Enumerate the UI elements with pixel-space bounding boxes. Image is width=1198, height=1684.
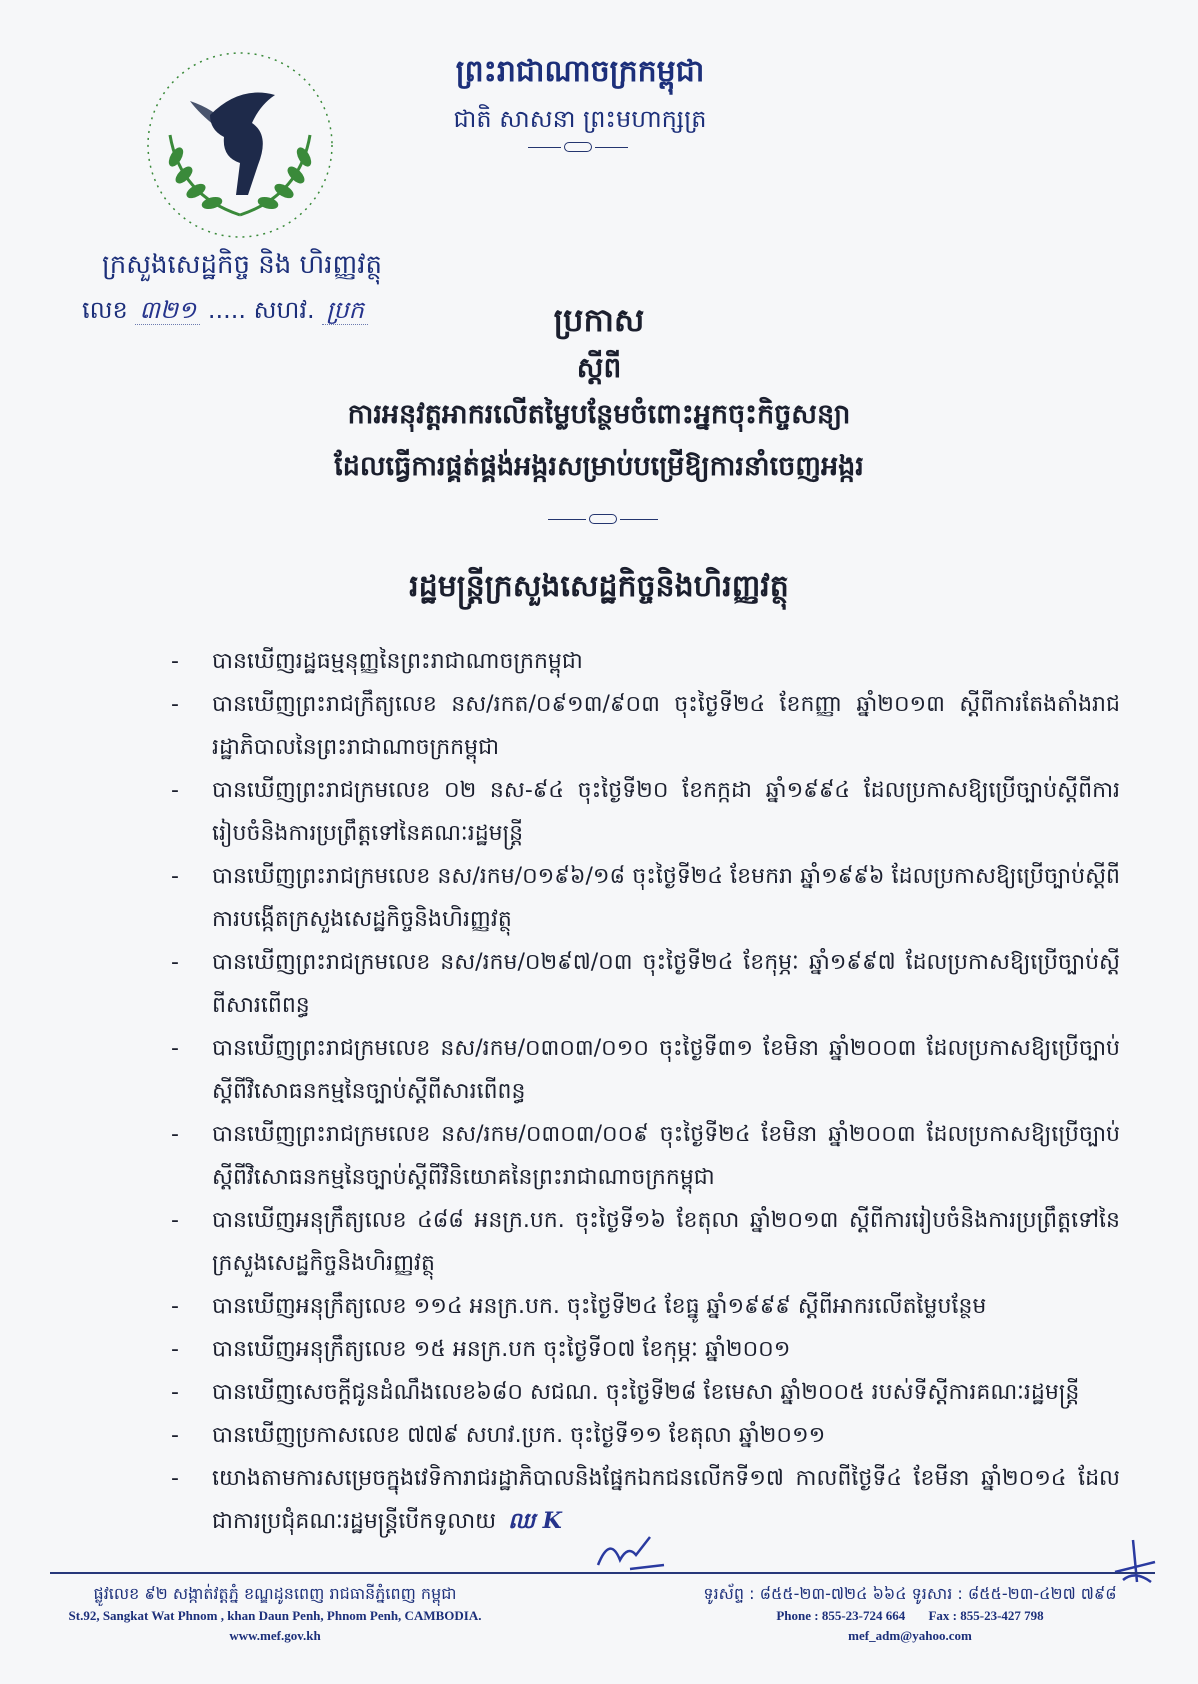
ref-suffix: ប្រក xyxy=(322,296,368,325)
ref-label: លេខ xyxy=(82,296,128,324)
recital-item: - បានឃើញព្រះរាជក្រមលេខ នស/រកម/០២៩៧/០៣ ចុះថ្ងៃទី២៤ ខែកុម្ភៈ ឆ្នាំ១៩៩៧ ដែលប្រកាសឱ្យប្រើច្បាប់ស្តីពីសារពើពន្ធ xyxy=(171,950,1120,1018)
header-ornament xyxy=(528,140,628,154)
national-motto: ជាតិ សាសនា ព្រះមហាក្សត្រ xyxy=(453,105,707,133)
reference-number-line: លេខ ៣២១ ..... សហវ. ប្រក xyxy=(82,295,412,330)
recital-item: - បានឃើញរដ្ឋធម្មនុញ្ញនៃព្រះរាជាណាចក្រកម្ពុជា xyxy=(171,649,583,674)
document-type-title: ប្រកាស xyxy=(553,301,645,339)
title-ornament xyxy=(548,512,658,526)
recital-item: - បានឃើញព្រះរាជក្រមលេខ នស/រកម/០១៩៦/១៨ ចុះថ្ងៃទី២៤ ខែមករា ឆ្នាំ១៩៩៦ ដែលប្រកាសឱ្យប្រើច្បាប់ស្តីពីការបង្កើតក្រសួងសេដ្ឋកិច្ចនិងហិរញ្ញវត្ថុ xyxy=(171,864,1120,932)
ref-suffix-label: សហវ. xyxy=(253,296,315,324)
footer-contact xyxy=(660,1582,1160,1646)
footer-divider xyxy=(50,1572,1155,1574)
recital-item: - បានឃើញព្រះរាជក្រមលេខ នស/រកម/០៣០៣/០០៩ ចុះថ្ងៃទី២៤ ខែមិនា ឆ្នាំ២០០៣ ដែលប្រកាសឱ្យប្រើច្បាប់ស្តីពីវិសោធនកម្មនៃច្បាប់ស្តីពីវិនិយោគនៃព្រះរាជាណាចក្រកម្ពុជា xyxy=(171,1122,1120,1190)
handwritten-initials: ឈ K xyxy=(508,1508,562,1534)
website-link[interactable]: www.mef.gov.kh xyxy=(229,1628,321,1643)
recital-item: - បានឃើញអនុក្រឹត្យលេខ ១១៤ អនក្រ.បក. ចុះថ្ងៃទី២៤ ខែធ្នូ ឆ្នាំ១៩៩៩ ស្តីពីអាករលើតម្លៃបន្ថែម xyxy=(171,1294,987,1319)
recital-item: - បានឃើញអនុក្រឹត្យលេខ ៤៨៨ អនក្រ.បក. ចុះថ្ងៃទី១៦ ខែតុលា ឆ្នាំ២០១៣ ស្តីពីការរៀបចំនិងការប្រព្រឹត្តទៅនៃក្រសួងសេដ្ឋកិច្ចនិងហិរញ្ញវត្ថុ xyxy=(171,1208,1120,1276)
phone-fax-line xyxy=(660,1606,1160,1626)
initial-scribble-icon xyxy=(590,1525,670,1575)
issuing-authority: រដ្ឋមន្ត្រីក្រសួងសេដ្ឋកិច្ចនិងហិរញ្ញវត្ថុ xyxy=(409,569,789,604)
ministry-logo xyxy=(140,45,340,245)
recital-list xyxy=(160,640,1120,1543)
recital-item: - បានឃើញអនុក្រឹត្យលេខ ១៥ អនក្រ.បក ចុះថ្ងៃទី០៧ ខែកុម្ភៈ ឆ្នាំ២០០១ xyxy=(171,1337,791,1362)
email-link[interactable]: mef_adm@yahoo.com xyxy=(848,1628,972,1643)
recital-item: - បានឃើញព្រះរាជក្រមលេខ ០២ នស-៩៤ ចុះថ្ងៃទី២០ ខែកក្កដា ឆ្នាំ១៩៩៤ ដែលប្រកាសឱ្យប្រើច្បាប់ស្តីពីការរៀបចំនិងការប្រព្រឹត្តទៅនៃគណៈរដ្ឋមន្ត្រី xyxy=(171,778,1120,846)
subject-prefix: ស្តីពី xyxy=(576,351,622,384)
address-khmer: ផ្លូវលេខ ៩២ សង្កាត់វត្តភ្នំ ខណ្ឌដូនពេញ រាជធានីភ្នំពេញ កម្ពុជា xyxy=(93,1584,457,1603)
fax-number: Fax : 855-23-427 798 xyxy=(928,1608,1044,1623)
ministry-name: ក្រសួងសេដ្ឋកិច្ច និង ហិរញ្ញវត្ថុ xyxy=(101,250,383,280)
recital-item: - បានឃើញសេចក្តីជូនដំណឹងលេខ៦៨០ សជណ. ចុះថ្ងៃទី២៨ ខែមេសា ឆ្នាំ២០០៥ របស់ទីស្តីការគណៈរដ្ឋមន្ត្រី xyxy=(171,1380,1080,1405)
contact-khmer: ទូរស័ព្ទ : ៨៥៥-២៣-៧២៤ ៦៦៤ ទូរសារ : ៨៥៥-២៣-៤២៧ ៧៩៨ xyxy=(703,1584,1117,1603)
recital-item: - បានឃើញព្រះរាជក្រមលេខ នស/រកម/០៣០៣/០១០ ចុះថ្ងៃទី៣១ ខែមិនា ឆ្នាំ២០០៣ ដែលប្រកាសឱ្យប្រើច្បាប់ស្តីពីវិសោធនកម្មនៃច្បាប់ស្តីពីសារពើពន្ធ xyxy=(171,1036,1120,1104)
subject-line-1: ការអនុវត្តអាករលើតម្លៃបន្ថែមចំពោះអ្នកចុះកិច្ចសន្យា xyxy=(347,399,851,430)
recital-item: - បានឃើញប្រកាសលេខ ៧៧៩ សហវ.ប្រក. ចុះថ្ងៃទី១១ ខែតុលា ឆ្នាំ២០១១ xyxy=(171,1423,826,1448)
phone-number: Phone : 855-23-724 664 xyxy=(776,1608,906,1623)
recital-item: - បានឃើញព្រះរាជក្រឹត្យលេខ នស/រកត/០៩១៣/៩០៣ ចុះថ្ងៃទី២៤ ខែកញ្ញា ឆ្នាំ២០១៣ ស្តីពីការតែងតាំងរាជរដ្ឋាភិបាលនៃព្រះរាជាណាចក្រកម្ពុជា xyxy=(171,692,1120,760)
ministry-seal-icon xyxy=(140,45,340,245)
kingdom-heading: ព្រះរាជាណាចក្រកម្ពុជា xyxy=(455,54,705,89)
subject-line-2: ដែលធ្វើការផ្គត់ផ្គង់អង្ករសម្រាប់បម្រើឱ្យការនាំចេញអង្ករ xyxy=(334,451,864,482)
recital-item: - យោងតាមការសម្រេចក្នុងវេទិការាជរដ្ឋាភិបាលនិងផ្នែកឯកជនលើកទី១៧ កាលពីថ្ងៃទី៤ ខែមីនា ឆ្នាំ២០១៤ ដែលជាការប្រជុំគណៈរដ្ឋមន្ត្រីបើកទូលាយ ឈ K xyxy=(160,1457,1120,1543)
footer-address xyxy=(60,1582,490,1646)
address-english: St.92, Sangkat Wat Phnom , khan Daun Penh, Phnom Penh, CAMBODIA. xyxy=(68,1608,482,1623)
ref-number: ៣២១ xyxy=(135,296,200,325)
